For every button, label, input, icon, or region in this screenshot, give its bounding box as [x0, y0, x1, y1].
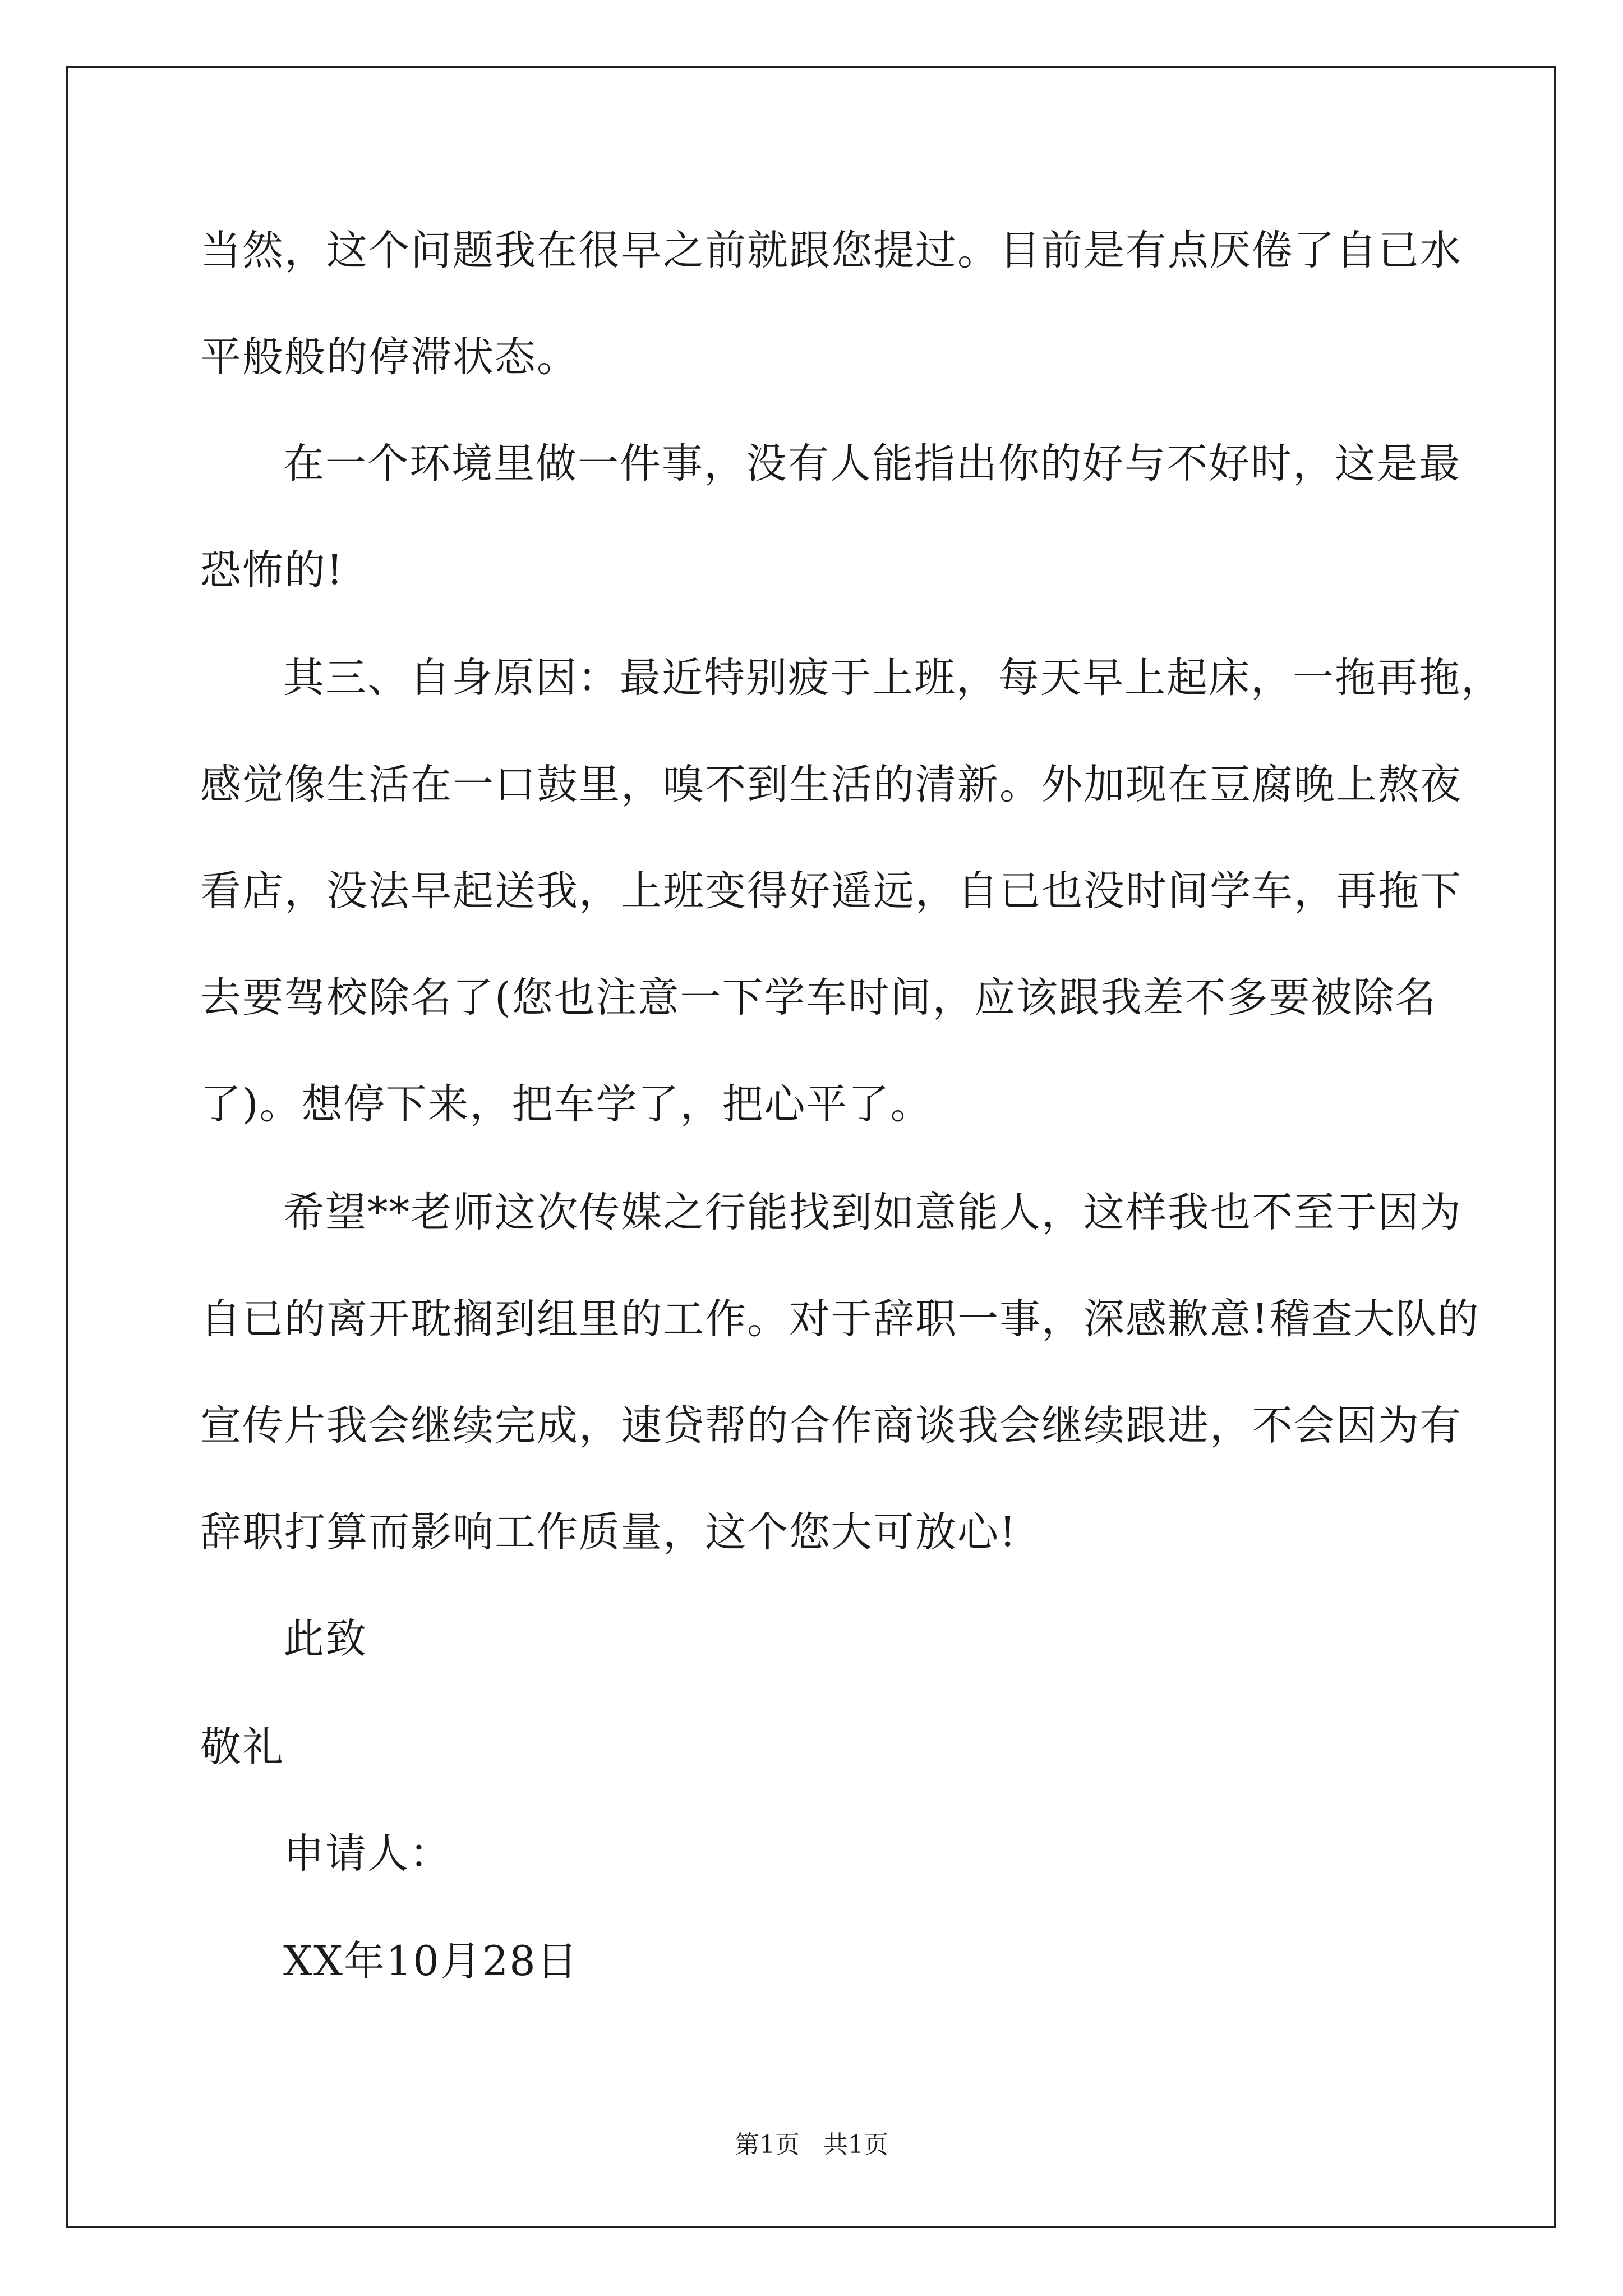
- closing-salutation-2: 敬礼: [200, 1723, 284, 1771]
- applicant-label: 申请人：: [283, 1830, 451, 1878]
- paragraph-3-line-3: 看店，没法早起送我，上班变得好遥远，自已也没时间学车，再拖下: [200, 867, 1462, 915]
- closing-salutation-1: 此致: [283, 1615, 367, 1663]
- paragraph-3-line-2: 感觉像生活在一口鼓里，嗅不到生活的清新。外加现在豆腐晚上熬夜: [200, 761, 1462, 808]
- paragraph-4-line-4: 辞职打算而影响工作质量，这个您大可放心!: [200, 1508, 1017, 1556]
- paragraph-4-line-2: 自已的离开耽搁到组里的工作。对于辞职一事，深感歉意!稽查大队的: [200, 1295, 1480, 1343]
- paragraph-2-line-2: 恐怖的!: [200, 546, 344, 594]
- paragraph-3-line-4: 去要驾校除名了(您也注意一下学车时间，应该跟我差不多要被除名: [200, 974, 1437, 1022]
- page-number-total: 共1页: [823, 2131, 888, 2159]
- signature-date: XX年10月28日: [283, 1938, 579, 1985]
- paragraph-4-line-1: 希望**老师这次传媒之行能找到如意能人，这样我也不至于因为: [283, 1189, 1462, 1236]
- page-border: [66, 66, 1556, 2228]
- paragraph-1-line-1: 当然，这个问题我在很早之前就跟您提过。目前是有点厌倦了自已水: [200, 227, 1462, 274]
- page-number-current: 第1页: [735, 2131, 800, 2159]
- paragraph-4-line-3: 宣传片我会继续完成，速贷帮的合作商谈我会继续跟进，不会因为有: [200, 1402, 1462, 1450]
- paragraph-3-line-5: 了)。想停下来，把车学了，把心平了。: [200, 1080, 933, 1128]
- paragraph-2-line-1: 在一个环境里做一件事，没有人能指出你的好与不好时，这是最: [283, 440, 1461, 487]
- paragraph-3-line-1: 其三、自身原因：最近特别疲于上班，每天早上起床，一拖再拖，: [283, 654, 1503, 702]
- paragraph-1-line-2: 平般般的停滞状态。: [200, 333, 579, 381]
- page-footer: [0, 2133, 1623, 2157]
